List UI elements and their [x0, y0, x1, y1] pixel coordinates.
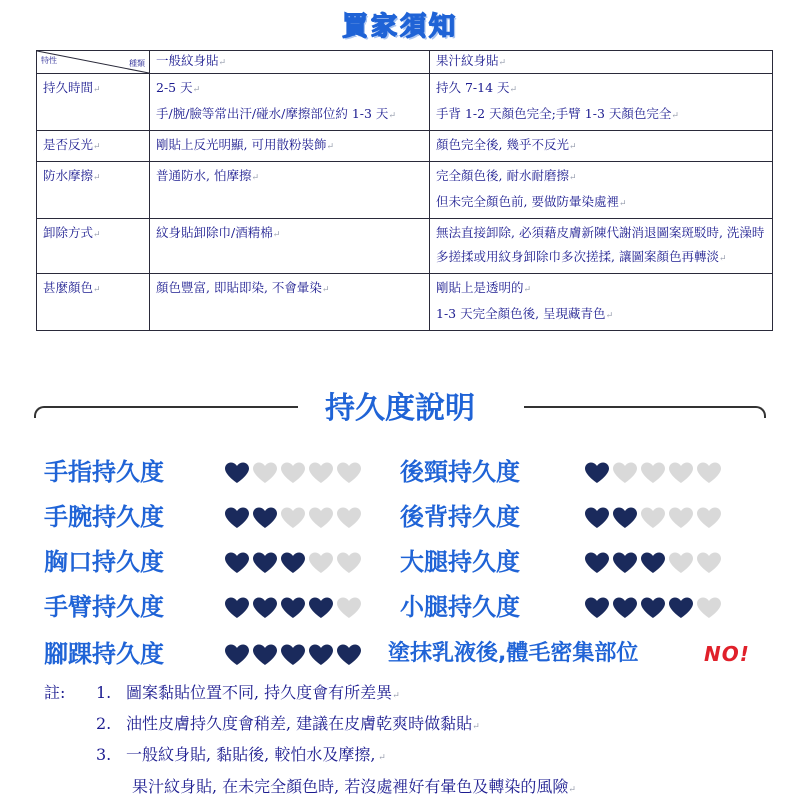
durability-label: 手指持久度	[44, 458, 164, 486]
heart-filled-icon	[584, 551, 610, 575]
heart-filled-icon	[584, 506, 610, 530]
heart-empty-icon	[336, 461, 362, 485]
heart-empty-icon	[696, 506, 722, 530]
page-title-text: 買家須知	[341, 11, 458, 42]
table-row	[37, 131, 773, 162]
row-feature: 卸除方式↵	[37, 219, 150, 274]
row-feature: 持久時間↵	[37, 74, 150, 131]
heart-empty-icon	[640, 461, 666, 485]
notes-prefix: 註:	[44, 683, 66, 702]
row-regular: 紋身貼卸除巾/酒精棉↵	[150, 219, 430, 274]
heart-empty-icon	[696, 596, 722, 620]
row-regular: 2-5 天↵ 手/腕/臉等常出汗/碰水/摩擦部位約 1-3 天↵	[150, 74, 430, 131]
durability-heading-text: 持久度說明	[325, 391, 475, 426]
row-feature: 防水摩擦↵	[37, 162, 150, 219]
heart-empty-icon	[336, 596, 362, 620]
row-juice: 完全顏色後, 耐水耐磨擦↵ 但未完全顏色前, 要做防暈染處裡↵	[430, 162, 773, 219]
durability-label: 後頸持久度	[400, 458, 520, 486]
row-juice: 無法直接卸除, 必須藉皮膚新陳代謝消退圖案斑駁時, 洗澡時多搓揉或用紋身卸除巾多次搓揉, 讓圖案顏色再轉淡↵	[430, 219, 773, 274]
heart-filled-icon	[252, 643, 278, 667]
heart-empty-icon	[308, 551, 334, 575]
heart-rating	[584, 596, 724, 620]
heart-rating	[224, 461, 364, 485]
durability-label: 大腿持久度	[400, 548, 520, 576]
heart-empty-icon	[280, 506, 306, 530]
heart-filled-icon	[584, 596, 610, 620]
heart-empty-icon	[308, 506, 334, 530]
durability-row	[0, 542, 800, 582]
durability-row	[0, 634, 800, 674]
table-row	[37, 274, 773, 331]
durability-label: 後背持久度	[400, 503, 520, 531]
heart-rating	[584, 461, 724, 485]
heart-empty-icon	[252, 461, 278, 485]
row-juice: 剛貼上是透明的↵ 1-3 天完全顏色後, 呈現藏青色↵	[430, 274, 773, 331]
durability-row	[0, 452, 800, 492]
header-type-label: 種類	[129, 59, 145, 68]
heart-filled-icon	[308, 643, 334, 667]
heart-filled-icon	[224, 506, 250, 530]
heart-filled-icon	[252, 506, 278, 530]
heart-filled-icon	[224, 643, 250, 667]
header-col-regular: 一般紋身貼↵	[150, 51, 430, 74]
durability-label: 手臂持久度	[44, 593, 164, 621]
heart-empty-icon	[280, 461, 306, 485]
heart-empty-icon	[668, 551, 694, 575]
heart-rating	[224, 596, 364, 620]
heart-empty-icon	[640, 506, 666, 530]
table-row	[37, 219, 773, 274]
header-col-juice: 果汁紋身貼↵	[430, 51, 773, 74]
durability-label: 小腿持久度	[400, 593, 520, 621]
header-feature-label: 特性	[41, 56, 57, 65]
durability-row	[0, 587, 800, 627]
heart-rating	[224, 506, 364, 530]
durability-label: 胸口持久度	[44, 548, 164, 576]
heart-filled-icon	[280, 551, 306, 575]
heart-filled-icon	[612, 551, 638, 575]
row-feature: 是否反光↵	[37, 131, 150, 162]
heart-empty-icon	[612, 461, 638, 485]
durability-heading	[30, 390, 770, 430]
row-regular: 剛貼上反光明顯, 可用散粉裝飾↵	[150, 131, 430, 162]
table-row	[37, 74, 773, 131]
row-juice: 顏色完全後, 幾乎不反光↵	[430, 131, 773, 162]
heart-empty-icon	[336, 551, 362, 575]
note-item: 2. 油性皮膚持久度會稍差, 建議在皮膚乾爽時做黏貼↵	[96, 714, 480, 733]
heart-filled-icon	[224, 461, 250, 485]
row-juice: 持久 7-14 天↵ 手背 1-2 天顏色完全;手臂 1-3 天顏色完全↵	[430, 74, 773, 131]
heart-filled-icon	[612, 596, 638, 620]
page-title	[0, 4, 800, 44]
note-item: 果汁紋身貼, 在未完全顏色時, 若沒處裡好有暈色及轉染的風險↵	[132, 777, 576, 796]
heart-rating	[224, 643, 364, 667]
note-item: 3. 一般紋身貼, 黏貼後, 較怕水及摩擦, ↵	[96, 745, 386, 764]
heart-empty-icon	[336, 506, 362, 530]
durability-row	[0, 497, 800, 537]
heart-empty-icon	[696, 461, 722, 485]
note-item: 1. 圖案黏貼位置不同, 持久度會有所差異↵	[96, 683, 400, 702]
row-feature: 甚麼顏色↵	[37, 274, 150, 331]
comparison-table	[36, 50, 773, 331]
heart-filled-icon	[640, 596, 666, 620]
heart-rating	[584, 506, 724, 530]
table-row	[37, 162, 773, 219]
heart-filled-icon	[612, 506, 638, 530]
heart-filled-icon	[584, 461, 610, 485]
heart-filled-icon	[308, 596, 334, 620]
no-badge: NO!	[704, 642, 750, 666]
heart-filled-icon	[224, 596, 250, 620]
heart-filled-icon	[252, 551, 278, 575]
header-feature-type-cell	[37, 51, 150, 74]
heart-filled-icon	[280, 643, 306, 667]
heart-rating	[224, 551, 364, 575]
durability-label: 腳踝持久度	[44, 640, 164, 668]
heart-filled-icon	[336, 643, 362, 667]
lotion-warning: 塗抹乳液後,體毛密集部位	[388, 641, 639, 666]
row-regular: 普通防水, 怕摩擦↵	[150, 162, 430, 219]
heart-empty-icon	[696, 551, 722, 575]
heart-filled-icon	[640, 551, 666, 575]
heart-filled-icon	[280, 596, 306, 620]
heart-rating	[584, 551, 724, 575]
heart-empty-icon	[668, 461, 694, 485]
heart-empty-icon	[668, 506, 694, 530]
heart-filled-icon	[224, 551, 250, 575]
durability-label: 手腕持久度	[44, 503, 164, 531]
table-header-row	[37, 51, 773, 74]
row-regular: 顏色豐富, 即貼即染, 不會暈染↵	[150, 274, 430, 331]
heart-filled-icon	[668, 596, 694, 620]
heart-empty-icon	[308, 461, 334, 485]
heart-filled-icon	[252, 596, 278, 620]
